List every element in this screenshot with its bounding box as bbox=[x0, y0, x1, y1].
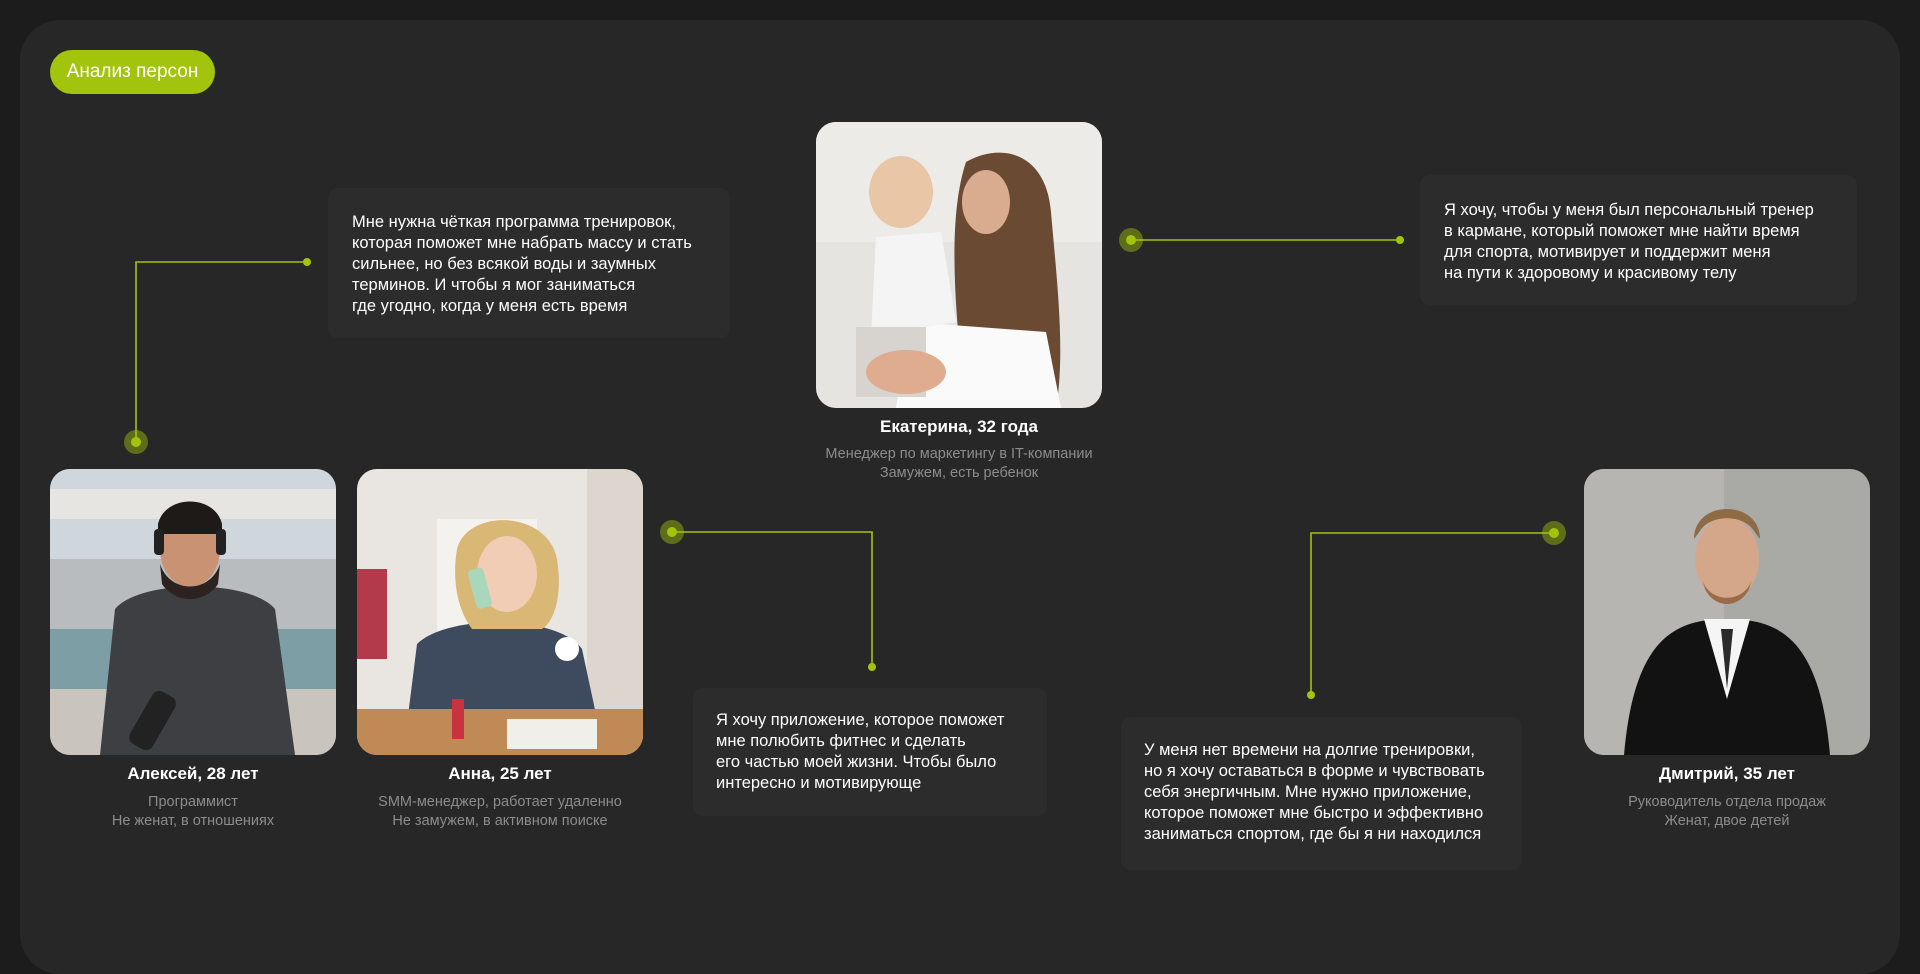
dmitriy-family: Женат, двое детей bbox=[1664, 813, 1790, 829]
aleksey-quote-card bbox=[328, 188, 730, 338]
aleksey-quote-line: сильнее, но без всякой воды и заумных bbox=[352, 255, 657, 273]
aleksey-description bbox=[33, 793, 353, 831]
ekaterina-quote-card bbox=[1420, 175, 1857, 305]
dmitriy-quote-line: себя энергичным. Мне нужно приложение, bbox=[1144, 783, 1472, 801]
dmitriy-quote-card bbox=[1121, 717, 1522, 870]
ekaterina-quote-line: Я хочу, чтобы у меня был персональный тренер bbox=[1444, 201, 1814, 219]
aleksey-quote-line: Мне нужна чёткая программа тренировок, bbox=[352, 213, 676, 231]
ekaterina-description bbox=[799, 445, 1119, 483]
anna-family: Не замужем, в активном поиске bbox=[392, 813, 608, 829]
anna-quote-line: Я хочу приложение, которое поможет bbox=[716, 711, 1005, 729]
dmitriy-quote-line: заниматься спортом, где бы я ни находился bbox=[1144, 825, 1482, 843]
aleksey-photo bbox=[50, 469, 336, 755]
anna-name: Анна, 25 лет bbox=[448, 764, 552, 783]
anna-quote-line: интересно и мотивирующе bbox=[716, 774, 922, 792]
dmitriy-quote-line: но я хочу оставаться в форме и чувствовать bbox=[1144, 762, 1485, 780]
ekaterina-quote-line: в кармане, который поможет мне найти время bbox=[1444, 222, 1800, 240]
dmitriy-quote-line: которое поможет мне быстро и эффективно bbox=[1144, 804, 1484, 822]
ekaterina-photo bbox=[816, 122, 1102, 408]
aleksey-quote-line: где угодно, когда у меня есть время bbox=[352, 297, 628, 315]
anna-photo bbox=[357, 469, 643, 755]
aleksey-family: Не женат, в отношениях bbox=[111, 813, 275, 829]
anna-quote-card bbox=[693, 688, 1047, 816]
dmitriy-photo bbox=[1584, 469, 1870, 755]
ekaterina-quote-line: для спорта, мотивирует и поддержит меня bbox=[1444, 243, 1771, 261]
dmitriy-quote-line: У меня нет времени на долгие тренировки, bbox=[1144, 741, 1475, 759]
ekaterina-name: Екатерина, 32 года bbox=[880, 417, 1038, 436]
anna-description bbox=[340, 793, 660, 831]
anna-quote-line: его частью моей жизни. Чтобы было bbox=[716, 753, 997, 771]
aleksey-occupation: Программист bbox=[148, 794, 238, 810]
ekaterina-quote-line: на пути к здоровому и красивому телу bbox=[1444, 264, 1737, 282]
ekaterina-occupation: Менеджер по маркетингу в IT-компании bbox=[825, 446, 1093, 462]
dmitriy-description bbox=[1567, 793, 1887, 831]
ekaterina-family: Замужем, есть ребенок bbox=[879, 465, 1039, 481]
anna-occupation: SMM-менеджер, работает удаленно bbox=[378, 794, 622, 810]
aleksey-name: Алексей, 28 лет bbox=[127, 764, 259, 783]
dmitriy-name: Дмитрий, 35 лет bbox=[1659, 764, 1795, 783]
dmitriy-occupation: Руководитель отдела продаж bbox=[1628, 794, 1826, 810]
aleksey-quote-line: терминов. И чтобы я мог заниматься bbox=[352, 276, 636, 294]
anna-quote-line: мне полюбить фитнес и сделать bbox=[716, 732, 966, 750]
section-badge: Анализ персон bbox=[50, 50, 215, 94]
aleksey-quote-line: которая поможет мне набрать массу и стать bbox=[352, 234, 692, 252]
